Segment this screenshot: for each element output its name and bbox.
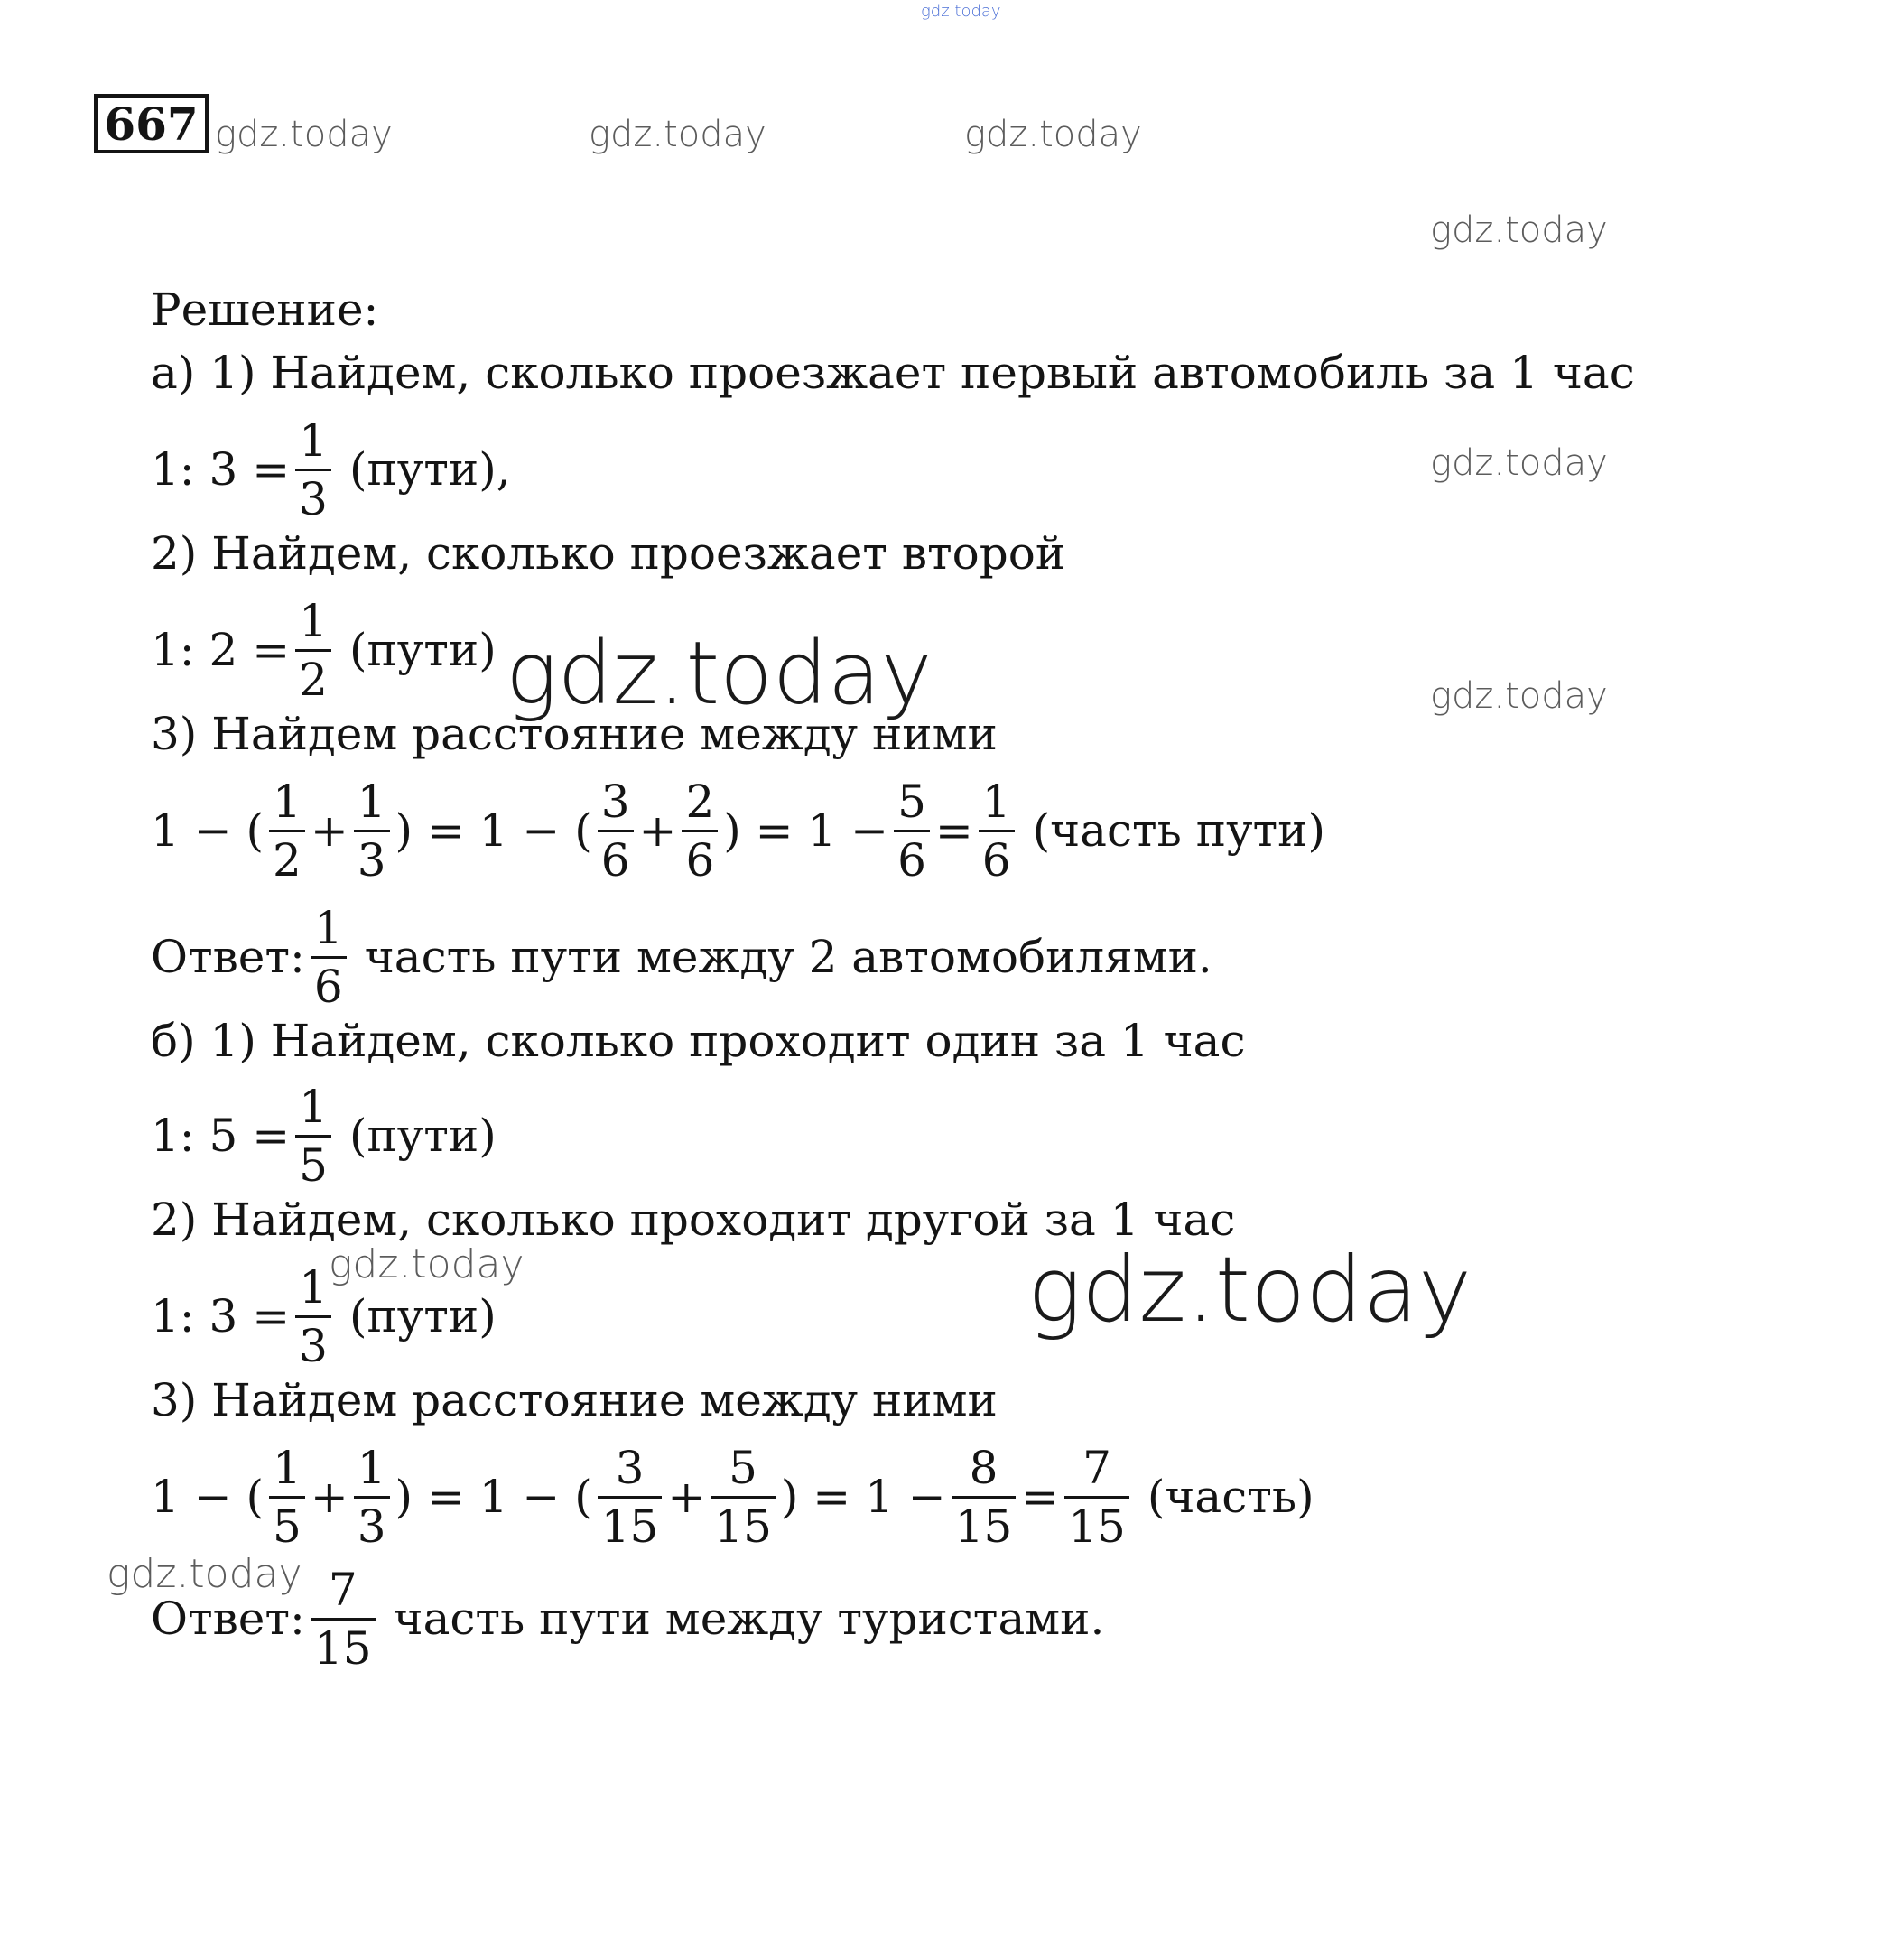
expr-text: 1: 3 = xyxy=(151,443,291,496)
denominator: 3 xyxy=(357,833,386,887)
expr-text: 1 − ( xyxy=(151,804,264,857)
expr-text: = xyxy=(934,804,973,857)
expr-text: ) = 1 − xyxy=(723,804,889,857)
watermark: gdz.today xyxy=(1430,442,1608,484)
problem-number: 667 xyxy=(94,94,209,153)
part-b-answer xyxy=(151,1560,1104,1677)
watermark: gdz.today xyxy=(589,114,766,155)
watermark: gdz.today xyxy=(107,1551,302,1597)
answer-text: часть пути между 2 автомобилями. xyxy=(364,931,1212,983)
watermark: gdz.today xyxy=(506,623,933,724)
expr-text: + xyxy=(310,804,348,857)
numerator: 1 xyxy=(313,901,343,954)
watermark: gdz.today xyxy=(215,114,393,155)
numerator: 1 xyxy=(299,594,328,647)
fraction xyxy=(295,1080,331,1192)
denominator: 15 xyxy=(954,1500,1013,1553)
watermark: gdz.today xyxy=(329,1241,525,1287)
numerator: 8 xyxy=(969,1441,998,1494)
numerator: 5 xyxy=(729,1441,757,1494)
numerator: 7 xyxy=(328,1563,358,1616)
fraction xyxy=(682,775,718,887)
denominator: 15 xyxy=(1068,1500,1126,1553)
part-a-step2-text: 2) Найдем, сколько проезжает второй xyxy=(151,527,1066,580)
numerator: 7 xyxy=(1082,1441,1111,1494)
expr-text: ) = 1 − ( xyxy=(395,804,592,857)
fraction xyxy=(354,775,390,887)
part-b-step2-expr xyxy=(151,1258,497,1375)
expr-text: ) = 1 − xyxy=(780,1471,946,1523)
denominator: 5 xyxy=(299,1138,328,1192)
part-b-step3-expr xyxy=(151,1438,1314,1556)
part-b-step2-text: 2) Найдем, сколько проходит другой за 1 час xyxy=(151,1193,1236,1246)
expr-text: + xyxy=(638,804,677,857)
fraction xyxy=(711,1441,776,1553)
denominator: 6 xyxy=(600,833,630,887)
denominator: 5 xyxy=(273,1500,302,1553)
expr-text: (пути) xyxy=(348,1290,497,1342)
fraction xyxy=(354,1441,390,1553)
fraction xyxy=(311,1563,376,1675)
numerator: 1 xyxy=(299,413,328,467)
denominator: 15 xyxy=(600,1500,659,1553)
part-a-step3-expr xyxy=(151,772,1325,889)
fraction xyxy=(598,775,634,887)
expr-text: (пути) xyxy=(348,1110,497,1162)
part-b-step1-text: б) 1) Найдем, сколько проходит один за 1 час xyxy=(151,1015,1246,1067)
denominator: 15 xyxy=(714,1500,772,1553)
fraction xyxy=(295,1260,331,1372)
denominator: 2 xyxy=(273,833,302,887)
part-a-step1-expr xyxy=(151,411,511,528)
numerator: 1 xyxy=(273,1441,302,1494)
header-watermark: gdz.today xyxy=(921,2,1001,21)
watermark: gdz.today xyxy=(1430,209,1608,251)
denominator: 6 xyxy=(897,833,926,887)
expr-text: ) = 1 − ( xyxy=(395,1471,592,1523)
fraction xyxy=(269,1441,305,1553)
part-b-step1-expr xyxy=(151,1077,497,1194)
denominator: 15 xyxy=(313,1621,372,1675)
denominator: 6 xyxy=(313,960,343,1013)
part-a-step1-text: а) 1) Найдем, сколько проезжает первый автомобиль за 1 час xyxy=(151,347,1635,399)
expr-text: 1: 3 = xyxy=(151,1290,291,1342)
watermark: gdz.today xyxy=(1430,675,1608,717)
fraction xyxy=(295,594,331,706)
expr-text: 1: 2 = xyxy=(151,624,291,676)
numerator: 1 xyxy=(357,775,386,828)
numerator: 1 xyxy=(299,1260,328,1314)
expr-text: (часть) xyxy=(1147,1471,1314,1523)
denominator: 3 xyxy=(299,1319,328,1372)
part-a-answer xyxy=(151,898,1212,1016)
numerator: 1 xyxy=(357,1441,386,1494)
denominator: 6 xyxy=(981,833,1011,887)
fraction xyxy=(894,775,930,887)
numerator: 2 xyxy=(685,775,715,828)
numerator: 3 xyxy=(600,775,630,828)
fraction xyxy=(952,1441,1017,1553)
answer-text: часть пути между туристами. xyxy=(393,1593,1105,1645)
expr-text: (пути) xyxy=(348,624,497,676)
denominator: 3 xyxy=(299,472,328,525)
numerator: 1 xyxy=(273,775,302,828)
denominator: 2 xyxy=(299,653,328,706)
numerator: 1 xyxy=(299,1080,328,1133)
expr-text: 1 − ( xyxy=(151,1471,264,1523)
denominator: 3 xyxy=(357,1500,386,1553)
part-b-step3-text: 3) Найдем расстояние между ними xyxy=(151,1374,998,1426)
answer-label: Ответ: xyxy=(151,931,305,983)
numerator: 5 xyxy=(897,775,926,828)
fraction xyxy=(295,413,331,525)
watermark: gdz.today xyxy=(964,114,1142,155)
denominator: 6 xyxy=(685,833,715,887)
expr-text: 1: 5 = xyxy=(151,1110,291,1162)
expr-text: + xyxy=(310,1471,348,1523)
watermark: gdz.today xyxy=(1027,1237,1472,1342)
fraction xyxy=(311,901,347,1013)
numerator: 1 xyxy=(981,775,1011,828)
expr-text: = xyxy=(1021,1471,1060,1523)
fraction xyxy=(269,775,305,887)
expr-text: (часть пути) xyxy=(1032,804,1325,857)
part-a-step2-expr xyxy=(151,591,497,709)
numerator: 3 xyxy=(615,1441,645,1494)
expr-text: + xyxy=(667,1471,706,1523)
solution-heading: Решение: xyxy=(151,283,379,336)
fraction xyxy=(598,1441,663,1553)
answer-label: Ответ: xyxy=(151,1593,305,1645)
part-a-step3-text: 3) Найдем расстояние между ними xyxy=(151,708,998,760)
fraction xyxy=(979,775,1015,887)
fraction xyxy=(1064,1441,1129,1553)
expr-text: (пути), xyxy=(348,443,511,496)
